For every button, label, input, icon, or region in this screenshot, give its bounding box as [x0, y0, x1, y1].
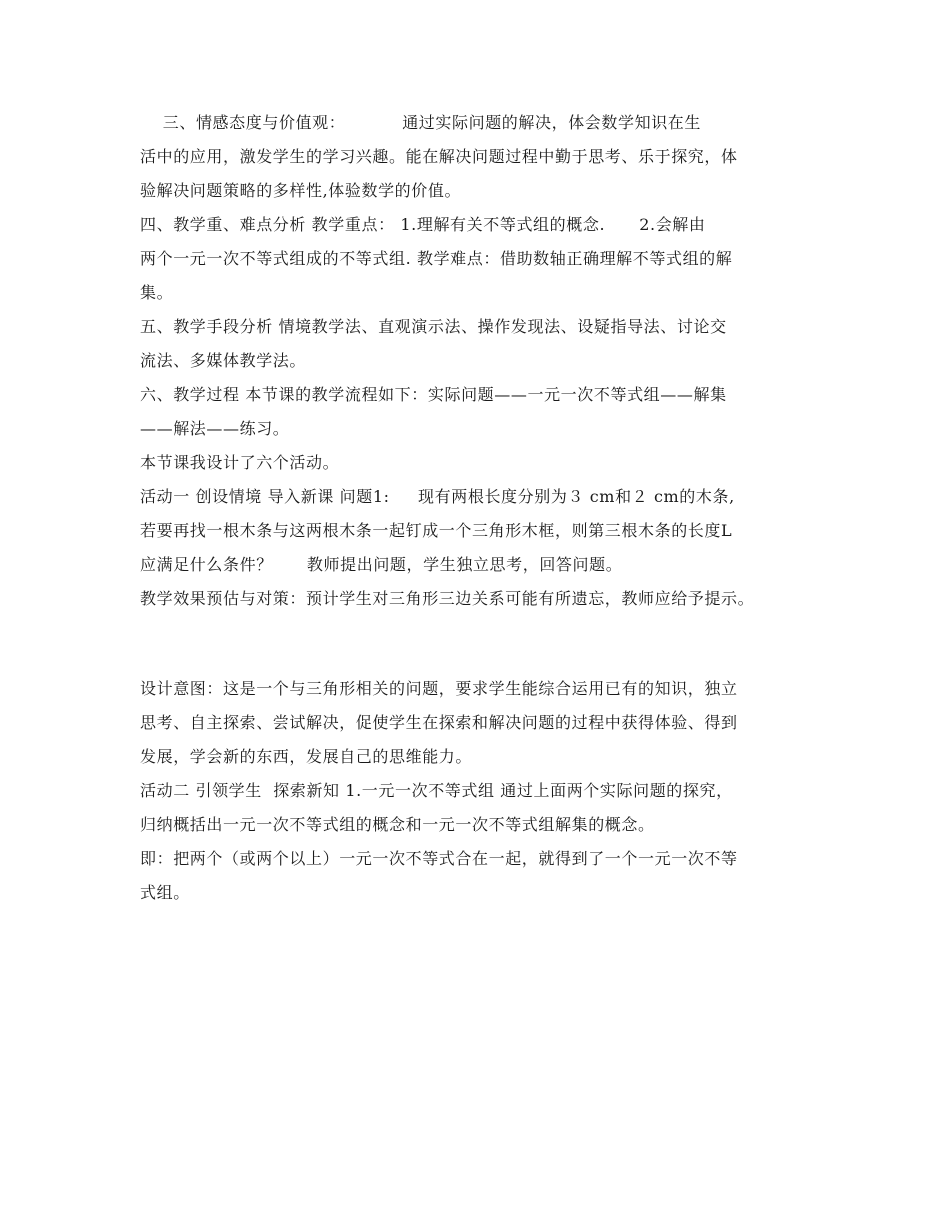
text-line: 设计意图：这是一个与三角形相关的问题，要求学生能综合运用已有的知识，独立	[140, 679, 738, 698]
text-line: 应满足什么条件？ 教师提出问题，学生独立思考，回答问题。	[140, 555, 623, 574]
text-line: 发展，学会新的东西，发展自己的思维能力。	[140, 747, 473, 766]
text-line: 思考、自主探索、尝试解决，促使学生在探索和解决问题的过程中获得体验、得到	[140, 713, 738, 732]
text-line: 本节课我设计了六个活动。	[140, 453, 340, 472]
text-line: 六、教学过程 本节课的教学流程如下：实际问题——一元一次不等式组——解集	[140, 385, 727, 404]
text-line: 活动一 创设情境 导入新课 问题1: 现有两根长度分别为３ cm和２ cm的木条,	[140, 487, 735, 506]
text-line: 归纳概括出一元一次不等式组的概念和一元一次不等式组解集的概念。	[140, 815, 655, 834]
text-line: 三、情感态度与价值观： 通过实际问题的解决，体会数学知识在生	[140, 113, 702, 132]
document-body	[140, 106, 830, 910]
text-line: 即：把两个（或两个以上）一元一次不等式合在一起，就得到了一个一元一次不等	[140, 849, 738, 868]
text-line: 验解决问题策略的多样性,体验数学的价值。	[140, 181, 462, 200]
text-line: ——解法——练习。	[140, 419, 290, 438]
paragraph-gap	[140, 616, 830, 672]
text-line: 流法、多媒体教学法。	[140, 351, 307, 370]
text-line: 活中的应用，激发学生的学习兴趣。能在解决问题过程中勤于思考、乐于探究，体	[140, 147, 738, 166]
text-line: 活动二 引领学生 探索新知 1.一元一次不等式组 通过上面两个实际问题的探究，	[140, 781, 733, 800]
text-line: 教学效果预估与对策：预计学生对三角形三边关系可能有所遗忘，教师应给予提示。	[140, 589, 755, 608]
text-line: 四、教学重、难点分析 教学重点： 1.理解有关不等式组的概念. 2.会解由	[140, 215, 706, 234]
text-line: 两个一元一次不等式组成的不等式组. 教学难点：借助数轴正确理解不等式组的解	[140, 249, 733, 268]
text-line: 集。	[140, 283, 174, 302]
text-line: 若要再找一根木条与这两根木条一起钉成一个三角形木框，则第三根木条的长度L	[140, 521, 733, 540]
text-line: 式组。	[140, 883, 190, 902]
text-line: 五、教学手段分析 情境教学法、直观演示法、操作发现法、设疑指导法、讨论交	[140, 317, 727, 336]
